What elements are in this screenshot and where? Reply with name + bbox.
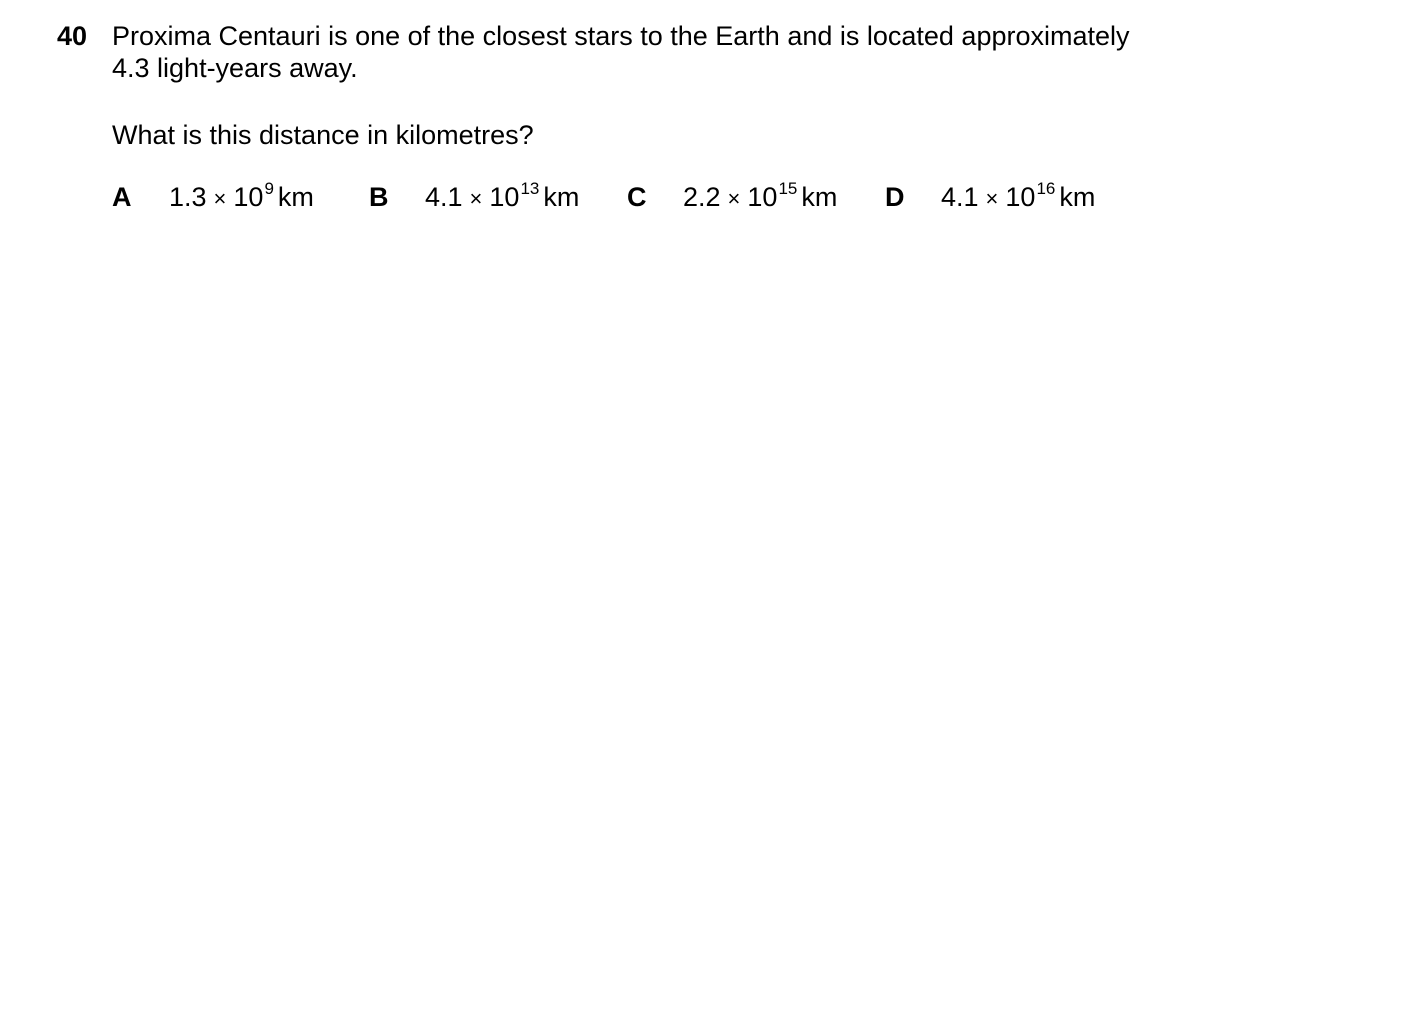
times-sign: × bbox=[727, 186, 741, 211]
times-sign: × bbox=[213, 186, 227, 211]
times-sign: × bbox=[985, 186, 999, 211]
option-exponent: 16 bbox=[1036, 179, 1056, 198]
question-stem bbox=[112, 20, 1312, 84]
option-unit: km bbox=[543, 182, 580, 212]
option-unit: km bbox=[1059, 182, 1096, 212]
option-base: 10 bbox=[233, 182, 264, 212]
option-letter: B bbox=[369, 182, 389, 212]
stem-line-1: Proxima Centauri is one of the closest stars to the Earth and is located approximately bbox=[112, 21, 1130, 51]
option-letter: C bbox=[627, 182, 647, 212]
option-mantissa: 4.1 bbox=[941, 182, 979, 212]
option-base: 10 bbox=[747, 182, 778, 212]
option-exponent: 13 bbox=[520, 179, 540, 198]
option-exponent: 9 bbox=[264, 179, 274, 198]
option-base: 10 bbox=[1005, 182, 1036, 212]
option-value bbox=[169, 181, 314, 217]
question-prompt: What is this distance in kilometres? bbox=[112, 120, 534, 150]
option-letter: D bbox=[885, 182, 905, 212]
option-value bbox=[941, 181, 1095, 217]
option-mantissa: 1.3 bbox=[169, 182, 207, 212]
option-value bbox=[683, 181, 837, 217]
option-unit: km bbox=[801, 182, 838, 212]
question-number: 40 bbox=[57, 21, 88, 51]
option-value bbox=[425, 181, 579, 217]
option-letter: A bbox=[112, 182, 132, 212]
option-unit: km bbox=[277, 182, 314, 212]
option-mantissa: 2.2 bbox=[683, 182, 721, 212]
option-base: 10 bbox=[489, 182, 520, 212]
times-sign: × bbox=[469, 186, 483, 211]
option-exponent: 15 bbox=[778, 179, 798, 198]
stem-line-2: 4.3 light-years away. bbox=[112, 53, 358, 83]
option-mantissa: 4.1 bbox=[425, 182, 463, 212]
